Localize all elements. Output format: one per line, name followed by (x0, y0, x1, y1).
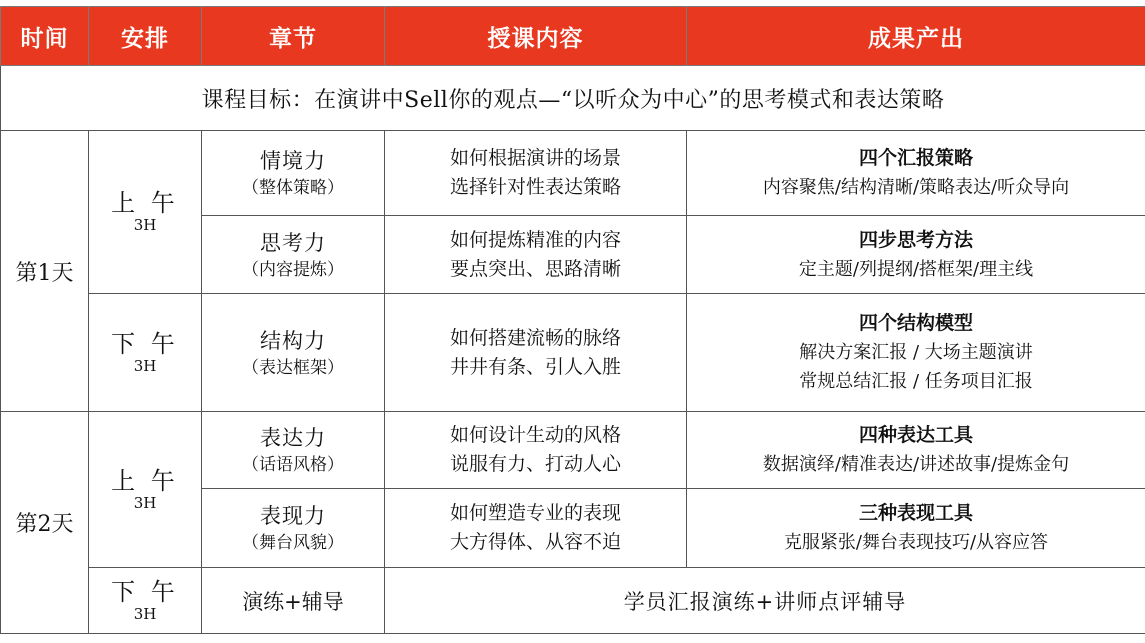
outcome-cell (687, 412, 1145, 489)
content-cell (385, 294, 687, 412)
outcome-title: 四个结构模型 (858, 312, 973, 334)
practice-chapter: 演练+辅导 (202, 568, 385, 634)
content-line: 如何设计生动的风格 (449, 424, 621, 446)
content-line: 井井有条、引人入胜 (449, 355, 621, 378)
practice-outcome: 学员汇报演练+讲师点评辅导 (385, 568, 1145, 634)
session-hours: 3H (133, 493, 157, 512)
header-arrangement: 安排 (89, 7, 202, 66)
course-objective: 课程目标：在演讲中Sell你的观点—“以听众为中心”的思考模式和表达策略 (1, 66, 1145, 131)
table-row (1, 294, 1145, 412)
chapter-subtitle: （舞台风貌） (242, 533, 344, 553)
chapter-cell (202, 294, 385, 412)
content-line: 大方得体、从容不迫 (449, 531, 621, 553)
chapter-title: 思考力 (260, 230, 326, 255)
chapter-cell (202, 216, 385, 294)
outcome-title: 三种表现工具 (858, 502, 973, 524)
session-cell (89, 131, 202, 294)
outcome-line: 内容聚焦/结构清晰/策略表达/听众导向 (762, 177, 1070, 198)
outcome-title: 四个汇报策略 (858, 147, 973, 169)
outcome-line: 常规总结汇报 / 任务项目汇报 (799, 371, 1033, 392)
outcome-line: 定主题/列提纲/搭框架/理主线 (798, 258, 1034, 280)
table-row (1, 412, 1145, 489)
chapter-title: 表现力 (260, 504, 326, 528)
session-name: 下 午 (111, 329, 179, 358)
table-row (1, 568, 1145, 634)
content-line: 如何塑造专业的表现 (449, 502, 621, 524)
outcome-cell (687, 216, 1145, 294)
session-name: 下 午 (111, 577, 179, 606)
header-chapter: 章节 (202, 7, 385, 66)
chapter-subtitle: （话语风格） (242, 455, 344, 475)
outcome-line: 解决方案汇报 / 大场主题演讲 (799, 342, 1033, 363)
chapter-cell (202, 131, 385, 216)
content-cell (385, 216, 687, 294)
session-hours: 3H (133, 356, 157, 375)
header-time: 时间 (1, 7, 89, 66)
session-name: 上 午 (111, 466, 179, 495)
content-line: 要点突出、思路清晰 (449, 257, 621, 280)
course-schedule-table (0, 6, 1145, 634)
content-cell (385, 131, 687, 216)
header-outcome: 成果产出 (687, 7, 1145, 66)
content-line: 如何提炼精准的内容 (449, 228, 621, 251)
session-name: 上 午 (111, 189, 179, 217)
chapter-title: 结构力 (260, 328, 326, 353)
content-line: 如何根据演讲的场景 (449, 147, 621, 169)
outcome-line: 克服紧张/舞台表现技巧/从容应答 (783, 532, 1049, 553)
header-content: 授课内容 (385, 7, 687, 66)
session-hours: 3H (133, 216, 157, 234)
chapter-subtitle: （整体策略） (242, 178, 344, 198)
day-label: 第1天 (1, 131, 89, 412)
chapter-cell (202, 489, 385, 568)
session-hours: 3H (133, 604, 157, 623)
outcome-title: 四步思考方法 (858, 228, 973, 251)
session-cell (89, 412, 202, 568)
outcome-cell (687, 489, 1145, 568)
header-row (1, 7, 1145, 66)
table-row (1, 131, 1145, 216)
outcome-cell (687, 294, 1145, 412)
chapter-cell (202, 412, 385, 489)
chapter-title: 情境力 (260, 149, 326, 173)
session-cell (89, 294, 202, 412)
chapter-title: 表达力 (260, 426, 326, 450)
objective-row (1, 66, 1145, 131)
content-line: 选择针对性表达策略 (449, 176, 621, 198)
outcome-cell (687, 131, 1145, 216)
content-line: 如何搭建流畅的脉络 (449, 326, 621, 349)
chapter-subtitle: （内容提炼） (242, 259, 344, 280)
outcome-title: 四种表达工具 (858, 424, 973, 446)
content-cell (385, 412, 687, 489)
content-cell (385, 489, 687, 568)
session-cell (89, 568, 202, 634)
day-label: 第2天 (1, 412, 89, 634)
outcome-line: 数据演绎/精准表达/讲述故事/提炼金句 (762, 454, 1070, 475)
content-line: 说服有力、打动人心 (449, 453, 621, 475)
chapter-subtitle: （表达框架） (242, 357, 344, 378)
